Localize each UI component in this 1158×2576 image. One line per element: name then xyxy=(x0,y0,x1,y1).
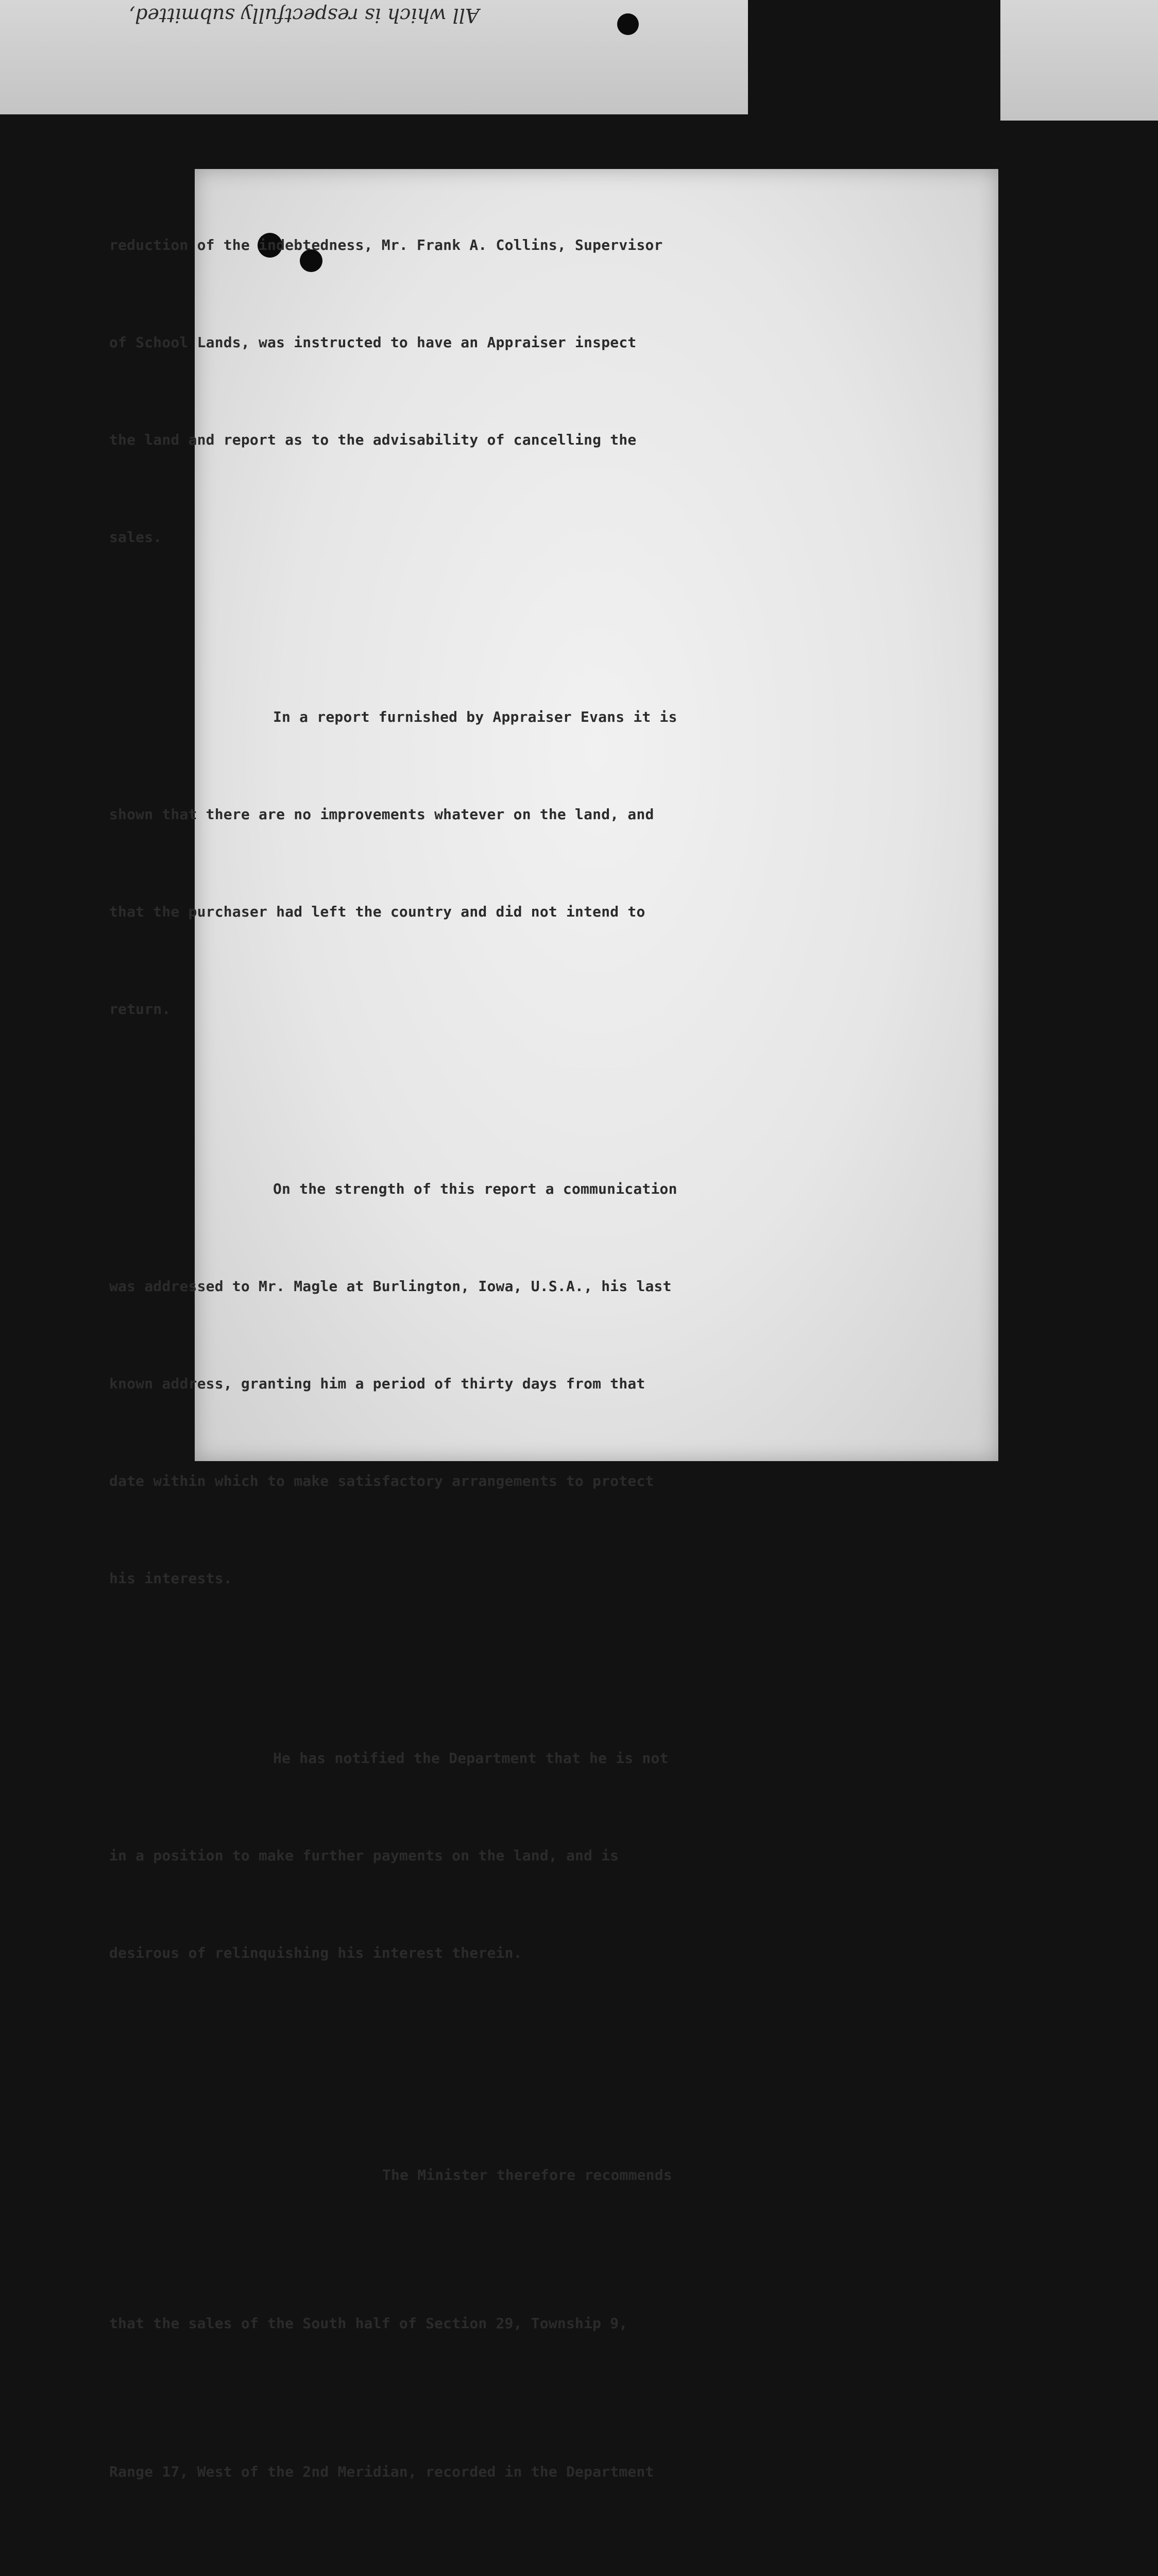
text-line: On the strength of this report a communication xyxy=(273,1180,677,1197)
punch-hole xyxy=(617,13,639,35)
adjacent-page-strip xyxy=(1000,0,1158,121)
paragraph-communication xyxy=(109,1108,779,1659)
text-line: date within which to make satisfactory arrangements to protect xyxy=(109,1472,654,1489)
text-line: He has notified the Department that he is not xyxy=(273,1750,669,1767)
paragraph-recommendation xyxy=(109,2052,779,2576)
text-line: that the sales of the South half of Section 29, Township 9, xyxy=(109,2315,628,2332)
text-line: sales. xyxy=(109,529,162,546)
paragraph-appraiser-report xyxy=(109,636,779,1090)
text-line: reduction of the indebtedness, Mr. Frank A. Collins, Supervisor xyxy=(109,236,663,253)
text-line: that the purchaser had left the country and did not intend to xyxy=(109,903,645,920)
text-line: his interests. xyxy=(109,1570,232,1587)
text-line: Range 17, West of the 2nd Meridian, recorded in the Department xyxy=(109,2463,654,2480)
text-line: of School Lands, was instructed to have an Appraiser inspect xyxy=(109,334,637,351)
text-line: in a position to make further payments on the land, and is xyxy=(109,1847,619,1864)
text-line: return. xyxy=(109,1001,171,1018)
previous-page-strip xyxy=(0,0,748,114)
text-line: known address, granting him a period of thirty days from that xyxy=(109,1375,645,1392)
text-line: desirous of relinquishing his interest therein. xyxy=(109,1944,522,1961)
paragraph-notification xyxy=(109,1677,779,2034)
paragraph-appraiser-instruction xyxy=(109,164,779,618)
text-line: the land and report as to the advisability of cancelling the xyxy=(109,431,637,448)
typed-letter-body xyxy=(109,164,779,2576)
upside-down-closing-text: All which is respectfully submitted, xyxy=(129,4,480,27)
text-line: The Minister therefore recommends xyxy=(382,2166,672,2183)
text-line: shown that there are no improvements whatever on the land, and xyxy=(109,806,654,823)
text-line: was addressed to Mr. Magle at Burlington, Iowa, U.S.A., his last xyxy=(109,1278,672,1295)
text-line: In a report furnished by Appraiser Evans it is xyxy=(273,708,677,725)
